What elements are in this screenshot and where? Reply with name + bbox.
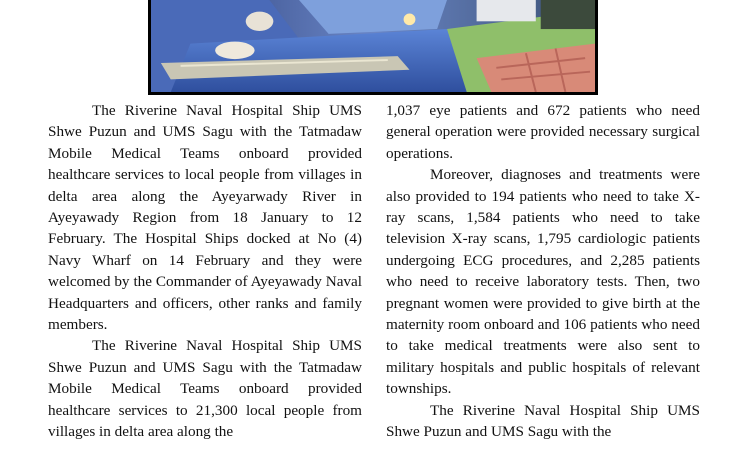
- article-right-column: [386, 100, 700, 443]
- paragraph-intro: The Riverine Naval Hospital Ship UMS Shwe Puzun and UMS Sagu with the Tatmadaw Mobile Medical Teams onboard provided healthcare services to local people from villages in delta area along the Ayeyarwady River in Ayeyawady Region from 18 January to 12 February. The Hospital Ships docked at No (4) Navy Wharf on 14 February and they were welcomed by the Commander of Ayeyawady Naval Headquarters and officers, other ranks and family members.: [48, 102, 362, 334]
- paragraph-surgeries: 1,037 eye patients and 672 patients who need general operation were provided necessary surgical operations.: [386, 102, 700, 162]
- paragraph-services: The Riverine Naval Hospital Ship UMS Shwe Puzun and UMS Sagu with the Tatmadaw Mobile Medical Teams onboard provided healthcare services to 21,300 local people from villages in delta area along the: [48, 337, 362, 441]
- paragraph-diagnoses: Moreover, diagnoses and treatments were also provided to 194 patients who need to take X-ray scans, 1,584 patients who need to take television X-ray scans, 1,795 cardiologic patients undergoing ECG procedures, and 2,285 patients who need to receive laboratory tests. Then, two pregnant women were provided to give birth at the maternity room onboard and 106 patients who need to take medical treatments were also sent to military hospitals and public hospitals of relevant townships.: [386, 166, 700, 398]
- paragraph-closing: The Riverine Naval Hospital Ship UMS Shwe Puzun and UMS Sagu with the: [386, 401, 700, 441]
- article-left-column: [48, 100, 362, 443]
- operating-room-image: [151, 0, 595, 92]
- surgery-photo: [148, 0, 598, 95]
